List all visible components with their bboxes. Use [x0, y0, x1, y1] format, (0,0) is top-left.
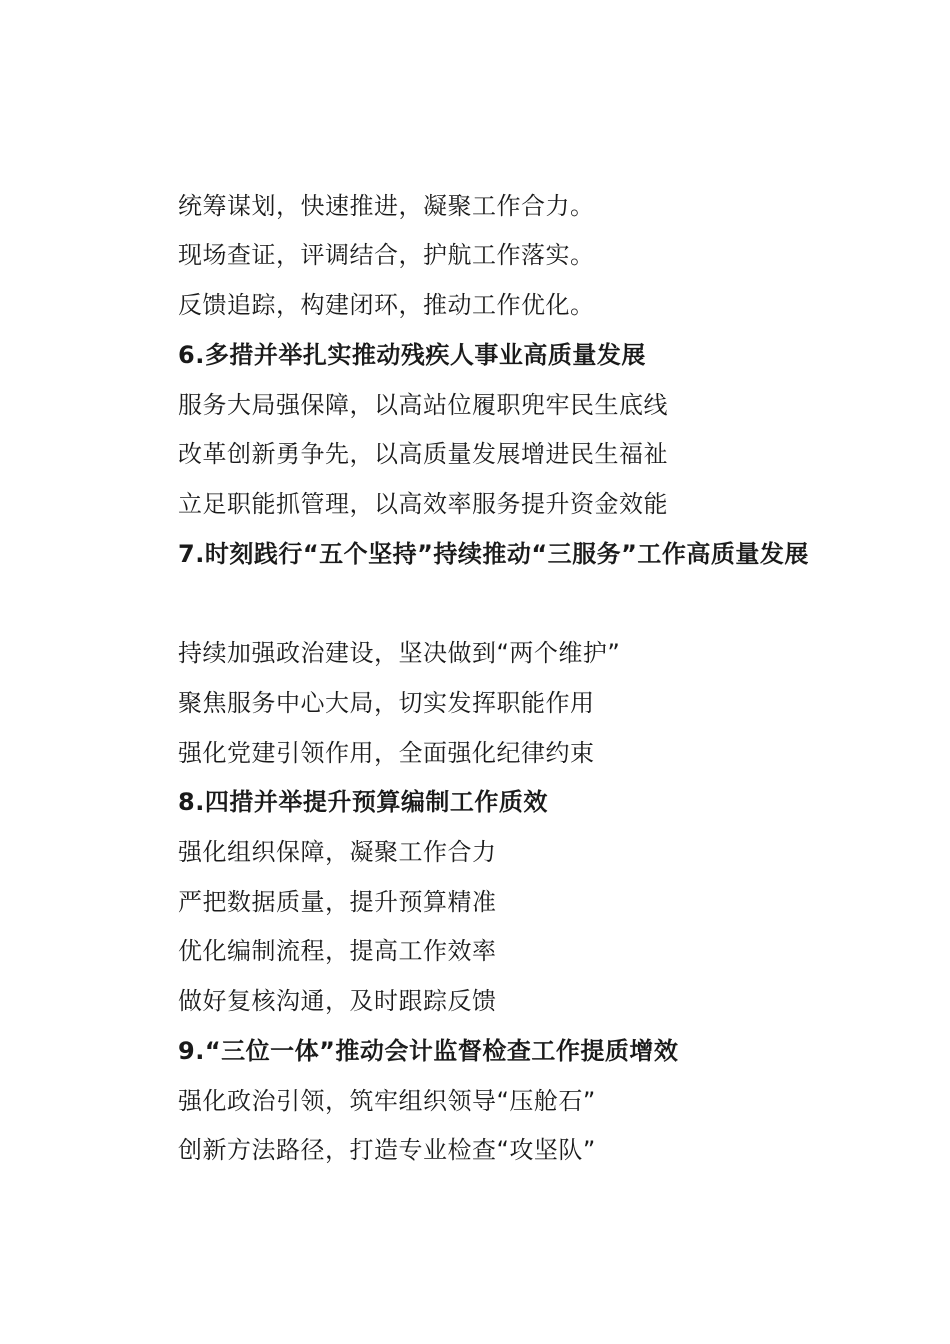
section5-point-2: 现场查证，评调结合，护航工作落实。: [178, 241, 595, 269]
section6-point-3: 立足职能抓管理，以高效率服务提升资金效能: [178, 490, 668, 518]
section9-point-1: 强化政治引领，筑牢组织领导“压舱石”: [178, 1087, 596, 1115]
section8-point-3: 优化编制流程，提高工作效率: [178, 937, 497, 965]
section8-point-1: 强化组织保障，凝聚工作合力: [178, 838, 497, 866]
section8-title: 8.四措并举提升预算编制工作质效: [178, 788, 548, 816]
section7-point-2: 聚焦服务中心大局，切实发挥职能作用: [178, 689, 595, 717]
section9-title: 9.“三位一体”推动会计监督检查工作提质增效: [178, 1037, 679, 1065]
section7-point-1: 持续加强政治建设，坚决做到“两个维护”: [178, 639, 621, 667]
section5-point-1: 统筹谋划，快速推进，凝聚工作合力。: [178, 192, 595, 220]
section6-title: 6.多措并举扎实推动残疾人事业高质量发展: [178, 341, 646, 369]
section7-point-3: 强化党建引领作用，全面强化纪律约束: [178, 739, 595, 767]
section5-point-3: 反馈追踪，构建闭环，推动工作优化。: [178, 291, 595, 319]
section7-title: 7.时刻践行“五个坚持”持续推动“三服务”工作高质量发展: [178, 540, 809, 568]
section8-point-4: 做好复核沟通，及时跟踪反馈: [178, 987, 497, 1015]
section6-point-2: 改革创新勇争先，以高质量发展增进民生福祉: [178, 440, 668, 468]
section9-point-2: 创新方法路径，打造专业检查“攻坚队”: [178, 1136, 596, 1164]
section6-point-1: 服务大局强保障，以高站位履职兜牢民生底线: [178, 391, 668, 419]
section8-point-2: 严把数据质量，提升预算精准: [178, 888, 497, 916]
